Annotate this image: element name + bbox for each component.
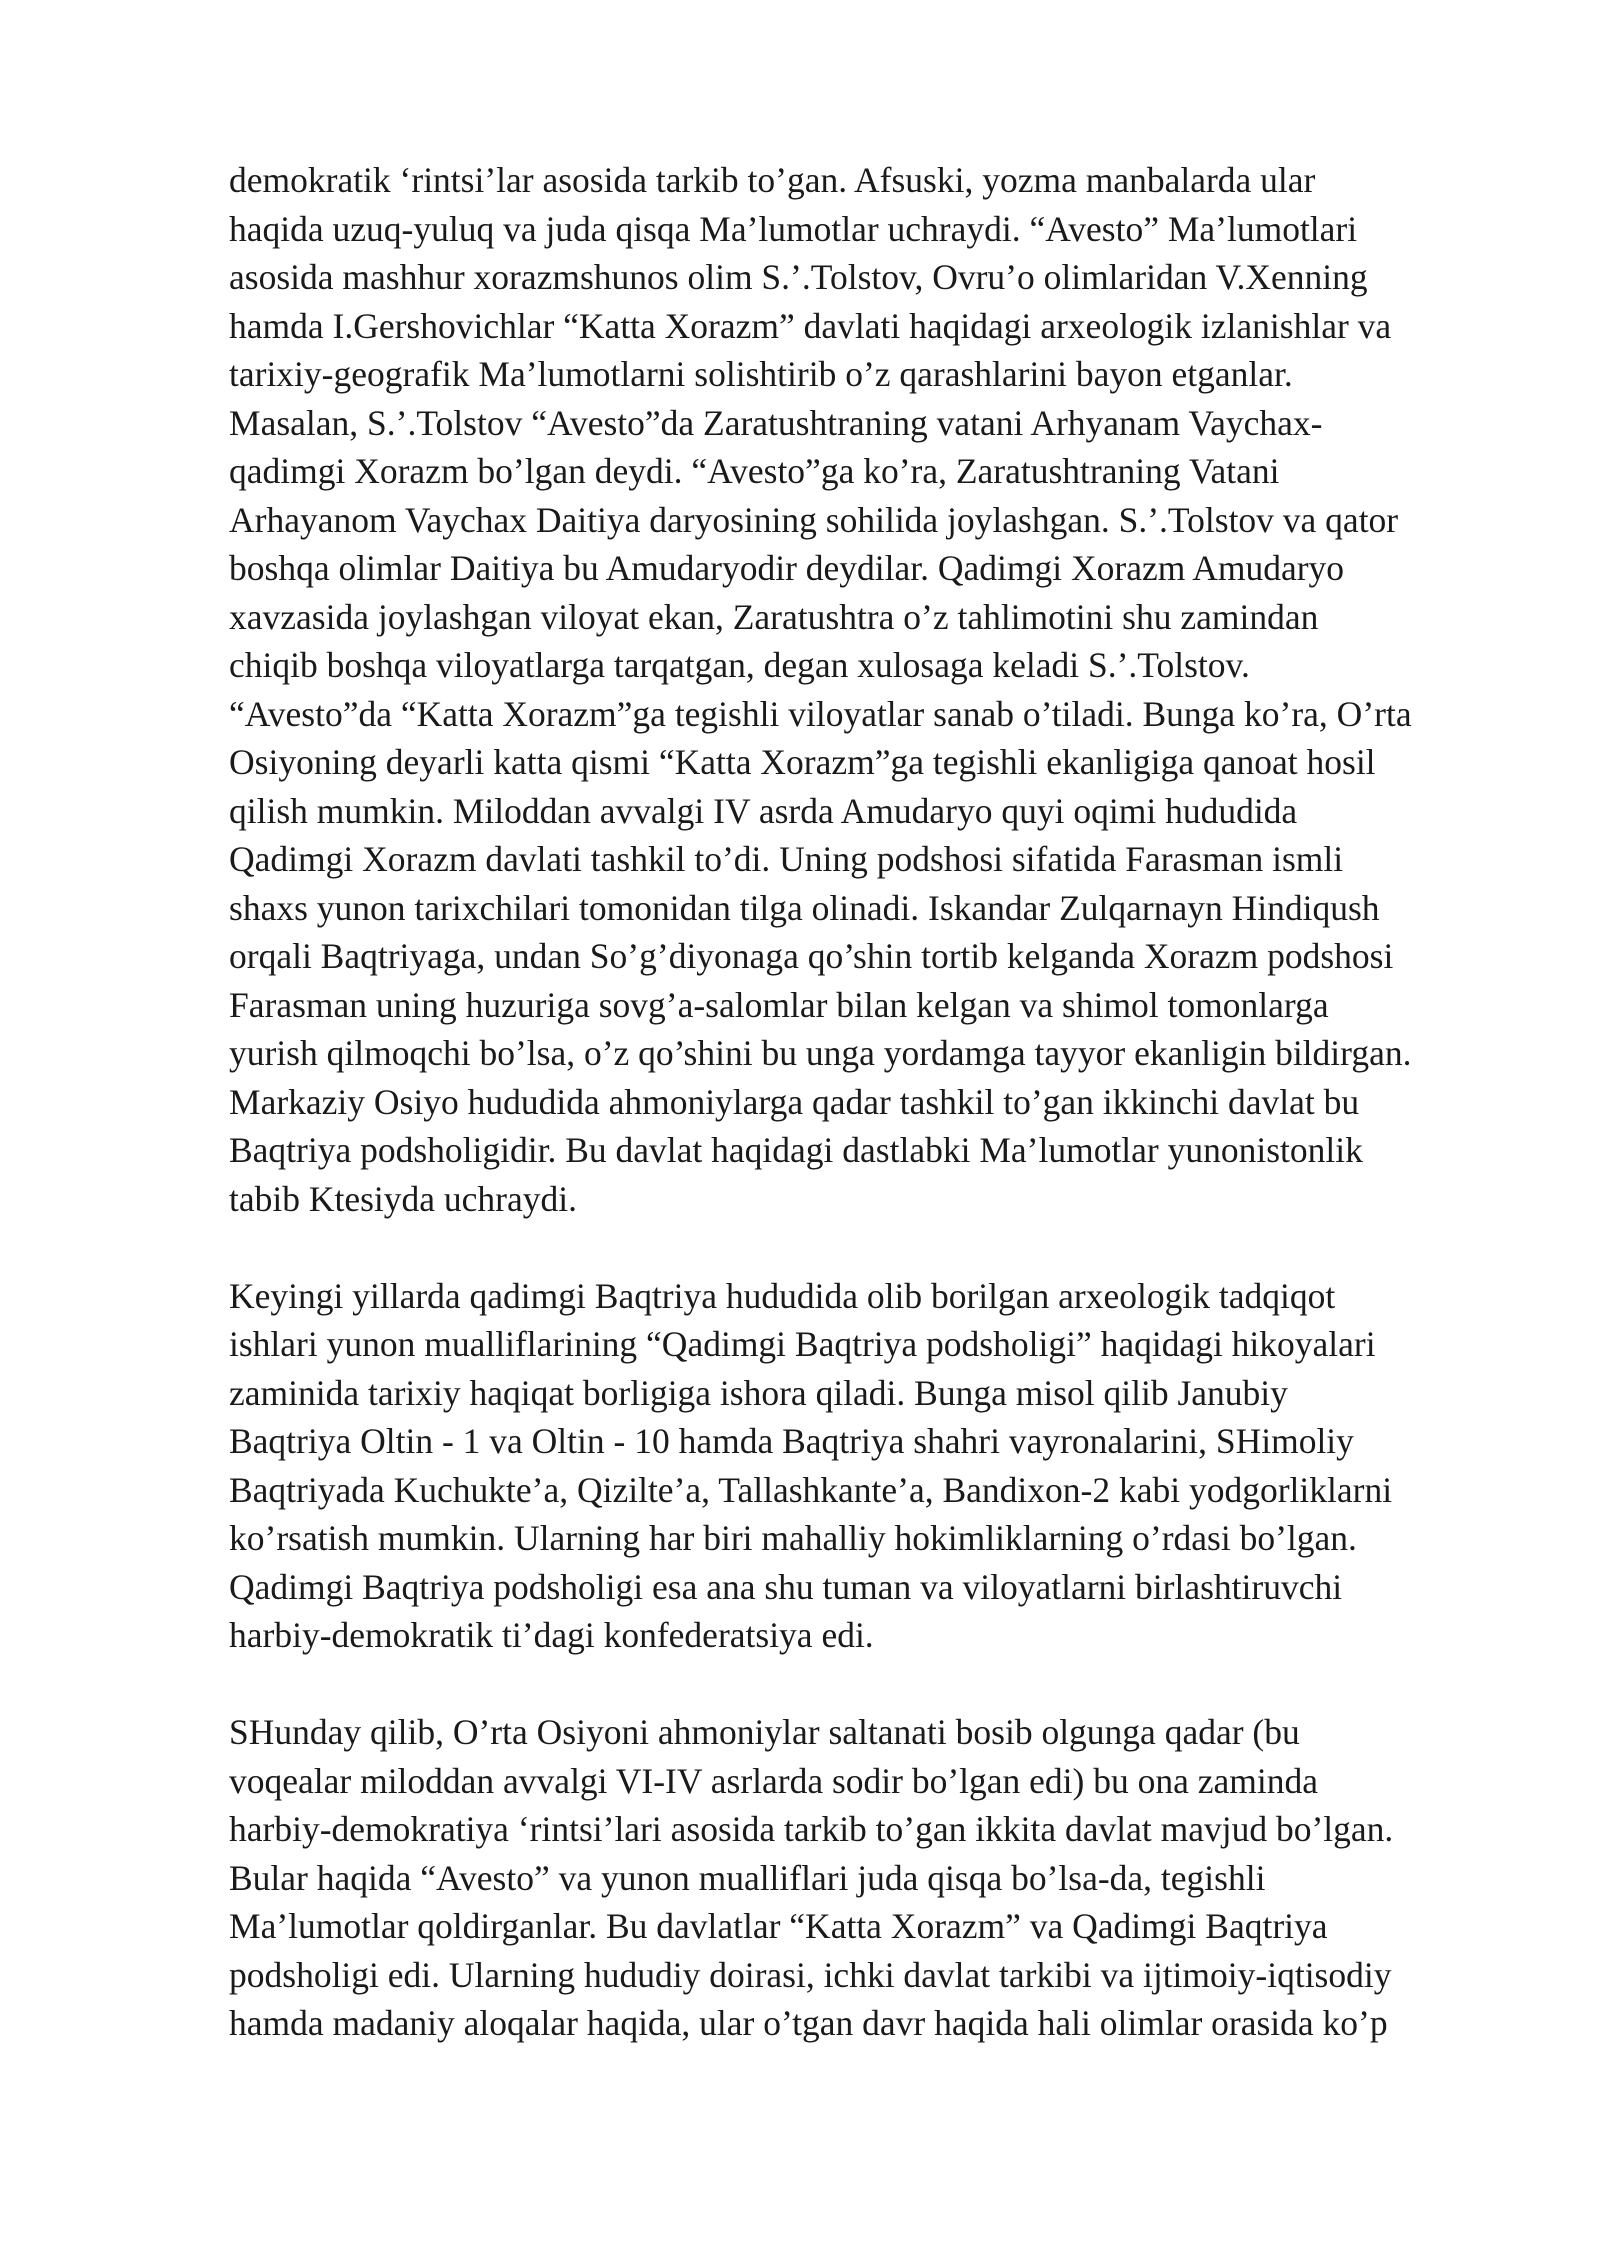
paragraph-1: [229, 156, 1529, 1223]
text-line: ishlari yunon mualliflarining “Qadimgi Baqtriya podsholigi” haqidagi hikoyalari: [229, 1324, 1376, 1364]
text-line: Bular haqida “Avesto” va yunon mualliflari juda qisqa bo’lsa-da, tegishli: [229, 1857, 1266, 1898]
text-line: hamda I.Gershovichlar “Katta Xorazm” davlati haqidagi arxeologik izlanishlar va: [229, 305, 1392, 346]
text-line: tabib Ktesiyda uchraydi.: [229, 1178, 577, 1219]
text-line: chiqib boshqa viloyatlarga tarqatgan, degan xulosaga keladi S.’.Tolstov.: [229, 645, 1250, 685]
text-line: qadimgi Xorazm bo’lgan deydi. “Avesto”ga ko’ra, Zaratushtraning Vatani: [229, 451, 1280, 491]
text-line: SHunday qilib, O’rta Osiyoni ahmoniylar saltanati bosib olgunga qadar (bu: [229, 1712, 1300, 1752]
text-line: “Avesto”da “Katta Xorazm”ga tegishli viloyatlar sanab o’tiladi. Bunga ko’ra, O’rta: [229, 693, 1412, 734]
text-line: tarixiy-geografik Ma’lumotlarni solishtirib o’z qarashlarini bayon etganlar.: [229, 354, 1293, 394]
text-line: boshqa olimlar Daitiya bu Amudaryodir deydilar. Qadimgi Xorazm Amudaryo: [229, 548, 1345, 588]
text-line: hamda madaniy aloqalar haqida, ular o’tgan davr haqida hali olimlar orasida ko’p: [229, 2003, 1388, 2043]
text-line: Qadimgi Xorazm davlati tashkil to’di. Uning podshosi sifatida Farasman ismli: [229, 839, 1344, 879]
text-line: shaxs yunon tarixchilari tomonidan tilga olinadi. Iskandar Zulqarnayn Hindiqush: [229, 887, 1380, 928]
text-line: harbiy-demokratik ti’dagi konfederatsiya edi.: [229, 1615, 874, 1655]
text-line: harbiy-demokratiya ‘rintsi’lari asosida tarkib to’gan ikkita davlat mavjud bo’lgan.: [229, 1809, 1394, 1849]
text-line: podsholigi edi. Ularning hududiy doirasi, ichki davlat tarkibi va ijtimoiy-iqtisodiy: [229, 1954, 1392, 1995]
text-line: Baqtriya podsholigidir. Bu davlat haqidagi dastlabki Ma’lumotlar yunonistonlik: [229, 1130, 1363, 1170]
text-line: haqida uzuq-yuluq va juda qisqa Ma’lumotlar uchraydi. “Avesto” Ma’lumotlari: [229, 208, 1358, 249]
text-line: Baqtriya Oltin - 1 va Oltin - 10 hamda Baqtriya shahri vayronalarini, SHimoliy: [229, 1421, 1354, 1461]
text-line: qilish mumkin. Miloddan avvalgi IV asrda Amudaryo quyi oqimi hududida: [229, 790, 1298, 831]
document-body: [229, 156, 1529, 2048]
text-line: Qadimgi Baqtriya podsholigi esa ana shu tuman va viloyatlarni birlashtiruvchi: [229, 1566, 1343, 1607]
text-line: orqali Baqtriyaga, undan So’g’diyonaga qo’shin tortib kelganda Xorazm podshosi: [229, 936, 1394, 976]
text-line: Arhayanom Vaychax Daitiya daryosining sohilida joylashgan. S.’.Tolstov va qator: [229, 499, 1399, 540]
text-line: xavzasida joylashgan viloyat ekan, Zaratushtra o’z tahlimotini shu zamindan: [229, 596, 1319, 637]
text-line: Keyingi yillarda qadimgi Baqtriya hududida olib borilgan arxeologik tadqiqot: [229, 1275, 1336, 1316]
text-line: Farasman uning huzuriga sovg’a-salomlar bilan kelgan va shimol tomonlarga: [229, 984, 1329, 1025]
text-line: Markaziy Osiyo hududida ahmoniylarga qadar tashkil to’gan ikkinchi davlat bu: [229, 1081, 1360, 1122]
text-line: Osiyoning deyarli katta qismi “Katta Xorazm”ga tegishli ekanligiga qanoat hosil: [229, 742, 1376, 782]
text-line: zaminida tarixiy haqiqat borligiga ishora qiladi. Bunga misol qilib Janubiy: [229, 1372, 1288, 1413]
text-line: yurish qilmoqchi bo’lsa, o’z qo’shini bu unga yordamga tayyor ekanligin bildirgan.: [229, 1033, 1412, 1073]
text-line: asosida mashhur xorazmshunos olim S.’.Tolstov, Ovru’o olimlaridan V.Xenning: [229, 257, 1368, 297]
text-line: Baqtriyada Kuchukte’a, Qizilte’a, Tallashkante’a, Bandixon-2 kabi yodgorliklarni: [229, 1469, 1393, 1510]
text-line: voqealar miloddan avvalgi VI-IV asrlarda sodir bo’lgan edi) bu ona zaminda: [229, 1760, 1318, 1801]
text-line: ko’rsatish mumkin. Ularning har biri mahalliy hokimliklarning o’rdasi bo’lgan.: [229, 1518, 1357, 1558]
paragraph-2: [229, 1272, 1529, 1660]
paragraph-3: [229, 1708, 1529, 2048]
text-line: Ma’lumotlar qoldirganlar. Bu davlatlar “Katta Xorazm” va Qadimgi Baqtriya: [229, 1906, 1328, 1946]
text-line: demokratik ‘rintsi’lar asosida tarkib to’gan. Afsuski, yozma manbalarda ular: [229, 160, 1316, 200]
text-line: Masalan, S.’.Tolstov “Avesto”da Zaratushtraning vatani Arhyanam Vaychax-: [229, 402, 1323, 443]
